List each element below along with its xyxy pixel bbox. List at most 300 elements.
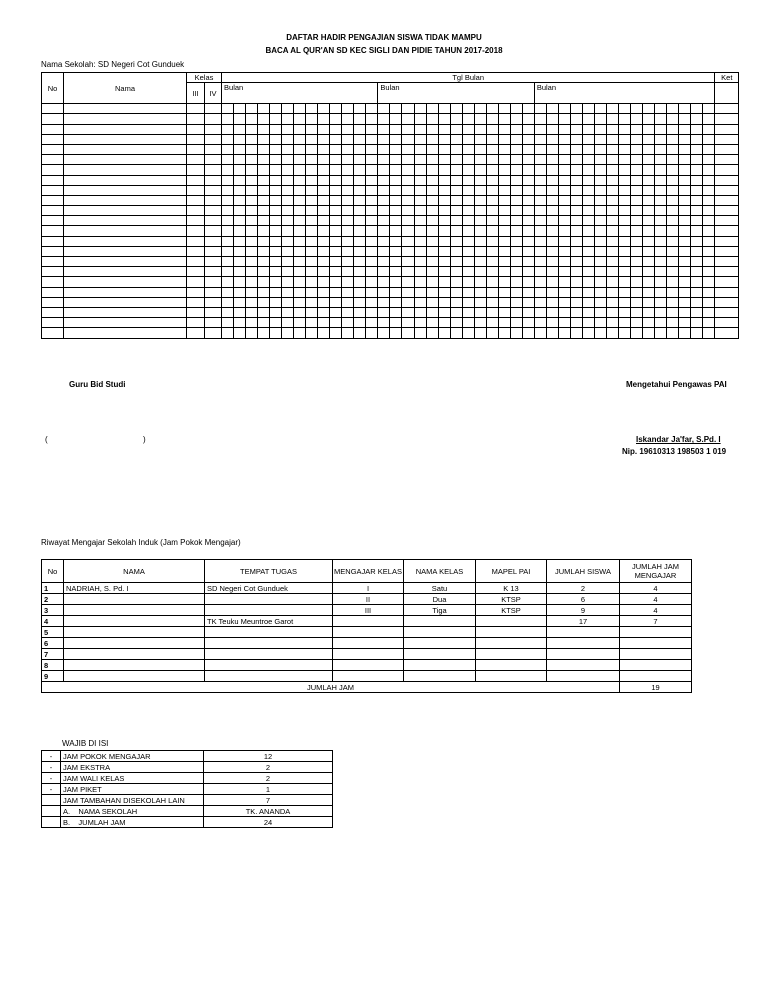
attendance-cell[interactable] bbox=[655, 206, 667, 216]
attendance-cell[interactable] bbox=[679, 175, 691, 185]
attendance-cell[interactable] bbox=[558, 155, 570, 165]
attendance-cell[interactable] bbox=[270, 267, 282, 277]
attendance-cell[interactable] bbox=[282, 307, 294, 317]
attendance-cell[interactable] bbox=[426, 155, 438, 165]
attendance-cell[interactable] bbox=[558, 134, 570, 144]
attendance-cell[interactable] bbox=[643, 155, 655, 165]
attendance-cell[interactable] bbox=[342, 104, 354, 114]
attendance-cell[interactable] bbox=[330, 165, 342, 175]
attendance-cell[interactable] bbox=[643, 195, 655, 205]
attendance-cell[interactable] bbox=[462, 114, 474, 124]
attendance-cell[interactable] bbox=[438, 318, 450, 328]
attendance-cell[interactable] bbox=[378, 155, 390, 165]
attendance-cell[interactable] bbox=[522, 277, 534, 287]
attendance-cell[interactable] bbox=[703, 246, 715, 256]
attendance-cell[interactable] bbox=[390, 155, 402, 165]
attendance-cell[interactable] bbox=[330, 297, 342, 307]
attendance-cell[interactable] bbox=[703, 185, 715, 195]
attendance-cell[interactable] bbox=[691, 134, 703, 144]
attendance-cell[interactable] bbox=[438, 216, 450, 226]
attendance-cell[interactable] bbox=[570, 328, 582, 338]
attendance-cell[interactable] bbox=[570, 185, 582, 195]
attendance-cell[interactable] bbox=[631, 246, 643, 256]
attendance-cell[interactable] bbox=[42, 318, 64, 328]
attendance-cell[interactable] bbox=[306, 185, 318, 195]
attendance-cell[interactable] bbox=[522, 165, 534, 175]
attendance-cell[interactable] bbox=[294, 257, 306, 267]
attendance-cell[interactable] bbox=[607, 144, 619, 154]
attendance-cell[interactable] bbox=[187, 257, 205, 267]
attendance-cell[interactable] bbox=[570, 216, 582, 226]
attendance-cell[interactable] bbox=[522, 328, 534, 338]
attendance-cell[interactable] bbox=[679, 277, 691, 287]
attendance-cell[interactable] bbox=[246, 236, 258, 246]
attendance-cell[interactable] bbox=[318, 144, 330, 154]
attendance-cell[interactable] bbox=[378, 206, 390, 216]
attendance-cell[interactable] bbox=[330, 185, 342, 195]
attendance-cell[interactable] bbox=[631, 267, 643, 277]
attendance-cell[interactable] bbox=[715, 144, 739, 154]
attendance-cell[interactable] bbox=[306, 277, 318, 287]
attendance-cell[interactable] bbox=[402, 246, 414, 256]
attendance-cell[interactable] bbox=[330, 318, 342, 328]
attendance-cell[interactable] bbox=[486, 195, 498, 205]
attendance-cell[interactable] bbox=[64, 195, 187, 205]
attendance-cell[interactable] bbox=[414, 134, 426, 144]
attendance-cell[interactable] bbox=[522, 307, 534, 317]
attendance-cell[interactable] bbox=[64, 124, 187, 134]
attendance-cell[interactable] bbox=[187, 267, 205, 277]
attendance-cell[interactable] bbox=[426, 277, 438, 287]
attendance-cell[interactable] bbox=[390, 216, 402, 226]
attendance-cell[interactable] bbox=[474, 155, 486, 165]
attendance-cell[interactable] bbox=[631, 114, 643, 124]
attendance-cell[interactable] bbox=[546, 267, 558, 277]
attendance-cell[interactable] bbox=[534, 206, 546, 216]
attendance-cell[interactable] bbox=[187, 318, 205, 328]
attendance-cell[interactable] bbox=[582, 328, 594, 338]
attendance-cell[interactable] bbox=[222, 318, 234, 328]
attendance-cell[interactable] bbox=[462, 144, 474, 154]
attendance-cell[interactable] bbox=[270, 297, 282, 307]
attendance-cell[interactable] bbox=[679, 307, 691, 317]
attendance-cell[interactable] bbox=[498, 124, 510, 134]
attendance-cell[interactable] bbox=[187, 165, 205, 175]
attendance-cell[interactable] bbox=[703, 134, 715, 144]
attendance-cell[interactable] bbox=[546, 226, 558, 236]
attendance-cell[interactable] bbox=[402, 267, 414, 277]
attendance-cell[interactable] bbox=[64, 185, 187, 195]
attendance-cell[interactable] bbox=[546, 246, 558, 256]
attendance-cell[interactable] bbox=[246, 104, 258, 114]
attendance-cell[interactable] bbox=[258, 246, 270, 256]
attendance-cell[interactable] bbox=[715, 246, 739, 256]
attendance-cell[interactable] bbox=[414, 226, 426, 236]
attendance-cell[interactable] bbox=[619, 287, 631, 297]
attendance-cell[interactable] bbox=[679, 226, 691, 236]
attendance-cell[interactable] bbox=[655, 257, 667, 267]
attendance-cell[interactable] bbox=[366, 155, 378, 165]
attendance-cell[interactable] bbox=[342, 114, 354, 124]
attendance-cell[interactable] bbox=[522, 257, 534, 267]
attendance-cell[interactable] bbox=[42, 328, 64, 338]
attendance-cell[interactable] bbox=[715, 195, 739, 205]
attendance-cell[interactable] bbox=[306, 175, 318, 185]
attendance-cell[interactable] bbox=[534, 155, 546, 165]
attendance-cell[interactable] bbox=[631, 328, 643, 338]
attendance-cell[interactable] bbox=[342, 246, 354, 256]
attendance-cell[interactable] bbox=[534, 277, 546, 287]
attendance-cell[interactable] bbox=[222, 185, 234, 195]
attendance-cell[interactable] bbox=[342, 195, 354, 205]
attendance-cell[interactable] bbox=[474, 144, 486, 154]
attendance-cell[interactable] bbox=[187, 287, 205, 297]
attendance-cell[interactable] bbox=[450, 155, 462, 165]
attendance-cell[interactable] bbox=[474, 277, 486, 287]
attendance-cell[interactable] bbox=[558, 195, 570, 205]
attendance-cell[interactable] bbox=[42, 277, 64, 287]
attendance-cell[interactable] bbox=[354, 195, 366, 205]
attendance-cell[interactable] bbox=[258, 216, 270, 226]
attendance-cell[interactable] bbox=[390, 328, 402, 338]
attendance-cell[interactable] bbox=[486, 297, 498, 307]
attendance-cell[interactable] bbox=[402, 124, 414, 134]
attendance-cell[interactable] bbox=[426, 246, 438, 256]
attendance-cell[interactable] bbox=[582, 104, 594, 114]
attendance-cell[interactable] bbox=[187, 246, 205, 256]
attendance-cell[interactable] bbox=[258, 165, 270, 175]
attendance-cell[interactable] bbox=[414, 307, 426, 317]
attendance-cell[interactable] bbox=[594, 124, 606, 134]
attendance-cell[interactable] bbox=[546, 206, 558, 216]
attendance-cell[interactable] bbox=[426, 206, 438, 216]
attendance-cell[interactable] bbox=[378, 175, 390, 185]
attendance-cell[interactable] bbox=[330, 216, 342, 226]
attendance-cell[interactable] bbox=[246, 307, 258, 317]
attendance-cell[interactable] bbox=[306, 246, 318, 256]
attendance-cell[interactable] bbox=[282, 267, 294, 277]
attendance-cell[interactable] bbox=[534, 257, 546, 267]
attendance-cell[interactable] bbox=[703, 297, 715, 307]
attendance-cell[interactable] bbox=[498, 185, 510, 195]
attendance-cell[interactable] bbox=[205, 114, 222, 124]
attendance-cell[interactable] bbox=[414, 257, 426, 267]
attendance-cell[interactable] bbox=[474, 185, 486, 195]
attendance-cell[interactable] bbox=[643, 297, 655, 307]
attendance-cell[interactable] bbox=[64, 277, 187, 287]
attendance-cell[interactable] bbox=[378, 165, 390, 175]
attendance-cell[interactable] bbox=[558, 114, 570, 124]
attendance-cell[interactable] bbox=[258, 297, 270, 307]
attendance-cell[interactable] bbox=[631, 277, 643, 287]
attendance-cell[interactable] bbox=[691, 155, 703, 165]
attendance-cell[interactable] bbox=[187, 328, 205, 338]
attendance-cell[interactable] bbox=[546, 165, 558, 175]
attendance-cell[interactable] bbox=[306, 226, 318, 236]
attendance-cell[interactable] bbox=[354, 155, 366, 165]
attendance-cell[interactable] bbox=[390, 114, 402, 124]
attendance-cell[interactable] bbox=[631, 155, 643, 165]
attendance-cell[interactable] bbox=[522, 246, 534, 256]
attendance-cell[interactable] bbox=[667, 216, 679, 226]
attendance-cell[interactable] bbox=[679, 297, 691, 307]
attendance-cell[interactable] bbox=[619, 134, 631, 144]
attendance-cell[interactable] bbox=[205, 287, 222, 297]
attendance-cell[interactable] bbox=[619, 185, 631, 195]
attendance-cell[interactable] bbox=[390, 206, 402, 216]
attendance-cell[interactable] bbox=[402, 297, 414, 307]
attendance-cell[interactable] bbox=[667, 287, 679, 297]
attendance-cell[interactable] bbox=[510, 267, 522, 277]
attendance-cell[interactable] bbox=[715, 318, 739, 328]
attendance-cell[interactable] bbox=[318, 175, 330, 185]
attendance-cell[interactable] bbox=[679, 287, 691, 297]
attendance-cell[interactable] bbox=[282, 134, 294, 144]
attendance-cell[interactable] bbox=[402, 257, 414, 267]
attendance-cell[interactable] bbox=[234, 104, 246, 114]
attendance-cell[interactable] bbox=[246, 257, 258, 267]
attendance-cell[interactable] bbox=[570, 165, 582, 175]
attendance-cell[interactable] bbox=[715, 124, 739, 134]
attendance-cell[interactable] bbox=[522, 236, 534, 246]
attendance-cell[interactable] bbox=[330, 277, 342, 287]
attendance-cell[interactable] bbox=[306, 287, 318, 297]
attendance-cell[interactable] bbox=[42, 114, 64, 124]
attendance-cell[interactable] bbox=[294, 287, 306, 297]
attendance-cell[interactable] bbox=[318, 236, 330, 246]
attendance-cell[interactable] bbox=[342, 277, 354, 287]
attendance-cell[interactable] bbox=[486, 144, 498, 154]
attendance-cell[interactable] bbox=[594, 257, 606, 267]
attendance-cell[interactable] bbox=[486, 134, 498, 144]
attendance-cell[interactable] bbox=[715, 267, 739, 277]
attendance-cell[interactable] bbox=[679, 124, 691, 134]
attendance-cell[interactable] bbox=[414, 104, 426, 114]
attendance-cell[interactable] bbox=[534, 124, 546, 134]
attendance-cell[interactable] bbox=[715, 297, 739, 307]
attendance-cell[interactable] bbox=[64, 216, 187, 226]
attendance-cell[interactable] bbox=[534, 267, 546, 277]
attendance-cell[interactable] bbox=[498, 165, 510, 175]
attendance-cell[interactable] bbox=[570, 257, 582, 267]
attendance-cell[interactable] bbox=[546, 195, 558, 205]
attendance-cell[interactable] bbox=[582, 124, 594, 134]
attendance-cell[interactable] bbox=[42, 216, 64, 226]
attendance-cell[interactable] bbox=[582, 144, 594, 154]
attendance-cell[interactable] bbox=[282, 165, 294, 175]
attendance-cell[interactable] bbox=[498, 226, 510, 236]
attendance-cell[interactable] bbox=[64, 236, 187, 246]
attendance-cell[interactable] bbox=[390, 104, 402, 114]
attendance-cell[interactable] bbox=[522, 104, 534, 114]
attendance-cell[interactable] bbox=[486, 277, 498, 287]
attendance-cell[interactable] bbox=[655, 226, 667, 236]
attendance-cell[interactable] bbox=[270, 287, 282, 297]
attendance-cell[interactable] bbox=[594, 246, 606, 256]
attendance-cell[interactable] bbox=[715, 134, 739, 144]
attendance-cell[interactable] bbox=[246, 287, 258, 297]
attendance-cell[interactable] bbox=[715, 185, 739, 195]
attendance-cell[interactable] bbox=[619, 216, 631, 226]
attendance-cell[interactable] bbox=[354, 246, 366, 256]
attendance-cell[interactable] bbox=[486, 155, 498, 165]
attendance-cell[interactable] bbox=[222, 257, 234, 267]
attendance-cell[interactable] bbox=[643, 307, 655, 317]
attendance-cell[interactable] bbox=[558, 277, 570, 287]
attendance-cell[interactable] bbox=[330, 124, 342, 134]
attendance-cell[interactable] bbox=[438, 328, 450, 338]
attendance-cell[interactable] bbox=[486, 318, 498, 328]
attendance-cell[interactable] bbox=[679, 195, 691, 205]
attendance-cell[interactable] bbox=[294, 175, 306, 185]
attendance-cell[interactable] bbox=[234, 287, 246, 297]
attendance-cell[interactable] bbox=[187, 175, 205, 185]
attendance-cell[interactable] bbox=[402, 318, 414, 328]
attendance-cell[interactable] bbox=[378, 226, 390, 236]
attendance-cell[interactable] bbox=[282, 114, 294, 124]
attendance-cell[interactable] bbox=[426, 124, 438, 134]
attendance-cell[interactable] bbox=[414, 297, 426, 307]
attendance-cell[interactable] bbox=[510, 226, 522, 236]
attendance-cell[interactable] bbox=[582, 195, 594, 205]
attendance-cell[interactable] bbox=[282, 195, 294, 205]
attendance-cell[interactable] bbox=[366, 195, 378, 205]
attendance-cell[interactable] bbox=[438, 226, 450, 236]
attendance-cell[interactable] bbox=[510, 104, 522, 114]
attendance-cell[interactable] bbox=[510, 124, 522, 134]
attendance-cell[interactable] bbox=[619, 246, 631, 256]
attendance-cell[interactable] bbox=[222, 144, 234, 154]
attendance-cell[interactable] bbox=[246, 185, 258, 195]
attendance-cell[interactable] bbox=[306, 318, 318, 328]
attendance-cell[interactable] bbox=[354, 124, 366, 134]
attendance-cell[interactable] bbox=[619, 267, 631, 277]
attendance-cell[interactable] bbox=[390, 257, 402, 267]
attendance-cell[interactable] bbox=[594, 195, 606, 205]
attendance-cell[interactable] bbox=[703, 216, 715, 226]
attendance-cell[interactable] bbox=[306, 114, 318, 124]
attendance-cell[interactable] bbox=[438, 246, 450, 256]
attendance-cell[interactable] bbox=[631, 175, 643, 185]
attendance-cell[interactable] bbox=[486, 267, 498, 277]
attendance-cell[interactable] bbox=[691, 124, 703, 134]
attendance-cell[interactable] bbox=[715, 257, 739, 267]
attendance-cell[interactable] bbox=[450, 175, 462, 185]
attendance-cell[interactable] bbox=[450, 318, 462, 328]
attendance-cell[interactable] bbox=[402, 287, 414, 297]
attendance-cell[interactable] bbox=[450, 257, 462, 267]
attendance-cell[interactable] bbox=[558, 328, 570, 338]
attendance-cell[interactable] bbox=[205, 318, 222, 328]
attendance-cell[interactable] bbox=[414, 114, 426, 124]
attendance-cell[interactable] bbox=[402, 236, 414, 246]
attendance-cell[interactable] bbox=[522, 114, 534, 124]
attendance-cell[interactable] bbox=[222, 175, 234, 185]
attendance-cell[interactable] bbox=[342, 328, 354, 338]
attendance-cell[interactable] bbox=[414, 124, 426, 134]
attendance-cell[interactable] bbox=[342, 124, 354, 134]
attendance-cell[interactable] bbox=[64, 287, 187, 297]
attendance-cell[interactable] bbox=[64, 328, 187, 338]
attendance-cell[interactable] bbox=[534, 144, 546, 154]
attendance-cell[interactable] bbox=[655, 287, 667, 297]
attendance-cell[interactable] bbox=[246, 206, 258, 216]
attendance-cell[interactable] bbox=[342, 287, 354, 297]
attendance-cell[interactable] bbox=[258, 307, 270, 317]
attendance-cell[interactable] bbox=[546, 277, 558, 287]
attendance-cell[interactable] bbox=[631, 257, 643, 267]
attendance-cell[interactable] bbox=[378, 297, 390, 307]
attendance-cell[interactable] bbox=[462, 175, 474, 185]
attendance-cell[interactable] bbox=[474, 257, 486, 267]
attendance-cell[interactable] bbox=[354, 104, 366, 114]
attendance-cell[interactable] bbox=[187, 236, 205, 246]
attendance-cell[interactable] bbox=[667, 185, 679, 195]
attendance-cell[interactable] bbox=[462, 134, 474, 144]
attendance-cell[interactable] bbox=[282, 328, 294, 338]
attendance-cell[interactable] bbox=[246, 114, 258, 124]
attendance-cell[interactable] bbox=[187, 114, 205, 124]
attendance-cell[interactable] bbox=[402, 144, 414, 154]
attendance-cell[interactable] bbox=[655, 155, 667, 165]
attendance-cell[interactable] bbox=[703, 277, 715, 287]
attendance-cell[interactable] bbox=[462, 165, 474, 175]
attendance-cell[interactable] bbox=[294, 216, 306, 226]
attendance-cell[interactable] bbox=[258, 318, 270, 328]
attendance-cell[interactable] bbox=[342, 226, 354, 236]
attendance-cell[interactable] bbox=[246, 318, 258, 328]
attendance-cell[interactable] bbox=[691, 114, 703, 124]
attendance-cell[interactable] bbox=[643, 226, 655, 236]
attendance-cell[interactable] bbox=[715, 236, 739, 246]
attendance-cell[interactable] bbox=[619, 124, 631, 134]
attendance-cell[interactable] bbox=[534, 216, 546, 226]
attendance-cell[interactable] bbox=[546, 216, 558, 226]
attendance-cell[interactable] bbox=[246, 195, 258, 205]
attendance-cell[interactable] bbox=[187, 226, 205, 236]
attendance-cell[interactable] bbox=[655, 114, 667, 124]
attendance-cell[interactable] bbox=[270, 257, 282, 267]
attendance-cell[interactable] bbox=[510, 246, 522, 256]
attendance-cell[interactable] bbox=[246, 155, 258, 165]
attendance-cell[interactable] bbox=[691, 318, 703, 328]
attendance-cell[interactable] bbox=[246, 216, 258, 226]
attendance-cell[interactable] bbox=[354, 236, 366, 246]
attendance-cell[interactable] bbox=[205, 236, 222, 246]
attendance-cell[interactable] bbox=[402, 155, 414, 165]
attendance-cell[interactable] bbox=[246, 175, 258, 185]
attendance-cell[interactable] bbox=[354, 318, 366, 328]
attendance-cell[interactable] bbox=[691, 257, 703, 267]
attendance-cell[interactable] bbox=[354, 267, 366, 277]
attendance-cell[interactable] bbox=[486, 114, 498, 124]
attendance-cell[interactable] bbox=[64, 246, 187, 256]
attendance-cell[interactable] bbox=[607, 114, 619, 124]
attendance-cell[interactable] bbox=[450, 328, 462, 338]
attendance-cell[interactable] bbox=[438, 307, 450, 317]
attendance-cell[interactable] bbox=[462, 246, 474, 256]
attendance-cell[interactable] bbox=[703, 175, 715, 185]
attendance-cell[interactable] bbox=[390, 287, 402, 297]
attendance-cell[interactable] bbox=[402, 165, 414, 175]
attendance-cell[interactable] bbox=[270, 206, 282, 216]
attendance-cell[interactable] bbox=[187, 124, 205, 134]
attendance-cell[interactable] bbox=[282, 297, 294, 307]
attendance-cell[interactable] bbox=[64, 257, 187, 267]
attendance-cell[interactable] bbox=[691, 104, 703, 114]
attendance-cell[interactable] bbox=[643, 185, 655, 195]
attendance-cell[interactable] bbox=[438, 104, 450, 114]
